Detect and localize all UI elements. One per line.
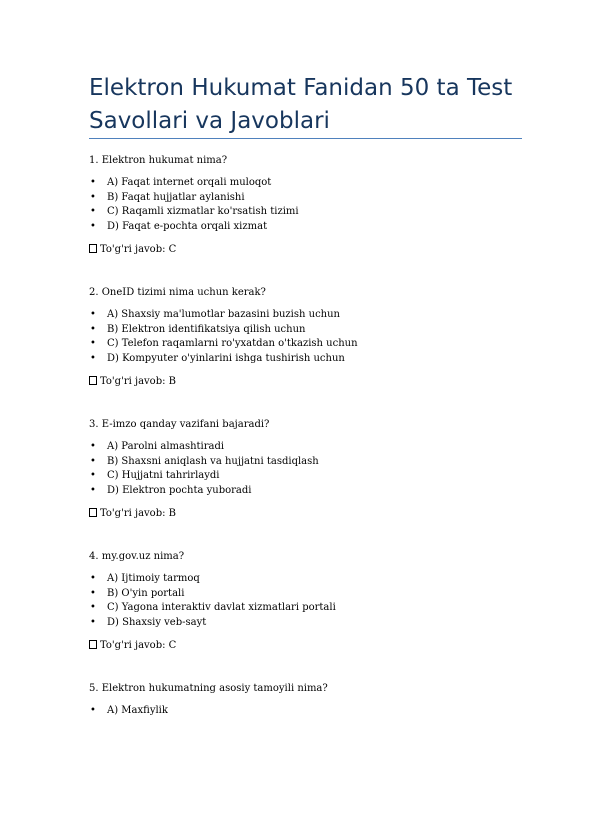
bullet-icon: • <box>90 323 96 335</box>
correct-answer <box>89 507 529 520</box>
checkbox-icon <box>89 508 97 517</box>
option-text: C) Telefon raqamlarni ro'yxatdan o'tkazish uchun <box>107 338 358 350</box>
option-text: A) Ijtimoiy tarmoq <box>107 573 200 584</box>
option-item <box>89 352 529 367</box>
option-text: A) Faqat internet orqali muloqot <box>107 177 272 188</box>
option-item <box>89 601 529 616</box>
correct-answer <box>89 375 529 388</box>
question-list <box>89 154 529 814</box>
option-text: D) Shaxsiy veb-sayt <box>107 616 207 628</box>
option-list <box>89 704 529 719</box>
option-text: B) O'yin portali <box>107 587 185 599</box>
option-item <box>89 572 529 587</box>
bullet-icon: • <box>90 352 96 364</box>
bullet-icon: • <box>90 587 96 599</box>
option-text: A) Maxfiylik <box>107 705 168 716</box>
bullet-icon: • <box>90 220 96 232</box>
option-text: B) Elektron identifikatsiya qilish uchun <box>107 323 306 335</box>
option-list <box>89 440 529 498</box>
option-text: D) Kompyuter o'yinlarini ishga tushirish uchun <box>107 352 345 364</box>
answer-label: To'g'ri javob: <box>100 508 166 520</box>
option-text: B) Shaxsni aniqlash va hujjatni tasdiqlash <box>107 455 319 467</box>
bullet-icon: • <box>90 470 96 482</box>
checkbox-icon <box>89 376 97 385</box>
option-text: C) Raqamli xizmatlar ko'rsatish tizimi <box>107 206 299 218</box>
title-divider <box>89 138 522 139</box>
question-text: 5. Elektron hukumatning asosiy tamoyili nima? <box>89 683 328 694</box>
bullet-icon: • <box>90 616 96 628</box>
option-item <box>89 308 529 323</box>
bullet-icon: • <box>90 455 96 467</box>
answer-label: To'g'ri javob: <box>100 376 166 388</box>
answer-value: C <box>168 640 177 652</box>
option-text: C) Yagona interaktiv davlat xizmatlari portali <box>107 602 336 614</box>
option-text: A) Parolni almashtiradi <box>107 441 225 452</box>
option-item <box>89 469 529 484</box>
answer-label: To'g'ri javob: <box>100 640 166 652</box>
option-text: D) Faqat e-pochta orqali xizmat <box>107 220 268 232</box>
bullet-icon: • <box>90 191 96 203</box>
bullet-icon: • <box>90 206 96 218</box>
option-item <box>89 440 529 455</box>
option-list <box>89 308 529 366</box>
bullet-icon: • <box>90 602 96 614</box>
question-block <box>89 286 529 418</box>
option-text: B) Faqat hujjatlar aylanishi <box>107 191 245 203</box>
bullet-icon: • <box>90 705 96 716</box>
correct-answer <box>89 243 529 256</box>
option-item <box>89 205 529 220</box>
option-item <box>89 176 529 191</box>
checkbox-icon <box>89 640 97 649</box>
option-item <box>89 323 529 338</box>
option-item <box>89 220 529 235</box>
checkbox-icon <box>89 244 97 253</box>
option-item <box>89 704 529 719</box>
option-list <box>89 572 529 630</box>
question-block <box>89 682 529 814</box>
option-item <box>89 191 529 206</box>
question-block <box>89 418 529 550</box>
option-item <box>89 484 529 499</box>
bullet-icon: • <box>90 177 96 188</box>
bullet-icon: • <box>90 309 96 320</box>
bullet-icon: • <box>90 441 96 452</box>
option-text: A) Shaxsiy ma'lumotlar bazasini buzish uchun <box>107 309 340 320</box>
option-item <box>89 616 529 631</box>
option-item <box>89 337 529 352</box>
answer-label: To'g'ri javob: <box>100 244 166 256</box>
question-text: 3. E-imzo qanday vazifani bajaradi? <box>89 419 270 430</box>
answer-value: C <box>168 244 177 256</box>
document-title: Elektron Hukumat Fanidan 50 ta Test Savollari va Javoblari <box>89 75 513 134</box>
bullet-icon: • <box>90 573 96 584</box>
question-text: 4. my.gov.uz nima? <box>89 551 185 562</box>
correct-answer <box>89 639 529 652</box>
question-block <box>89 154 529 286</box>
answer-value: B <box>168 376 177 388</box>
bullet-icon: • <box>90 484 96 496</box>
option-text: C) Hujjatni tahrirlaydi <box>107 470 220 482</box>
option-list <box>89 176 529 234</box>
question-text: 2. OneID tizimi nima uchun kerak? <box>89 287 266 298</box>
option-text: D) Elektron pochta yuboradi <box>107 484 252 496</box>
question-block <box>89 550 529 682</box>
answer-value: B <box>168 508 177 520</box>
option-item <box>89 455 529 470</box>
option-item <box>89 587 529 602</box>
bullet-icon: • <box>90 338 96 350</box>
question-text: 1. Elektron hukumat nima? <box>89 155 228 166</box>
